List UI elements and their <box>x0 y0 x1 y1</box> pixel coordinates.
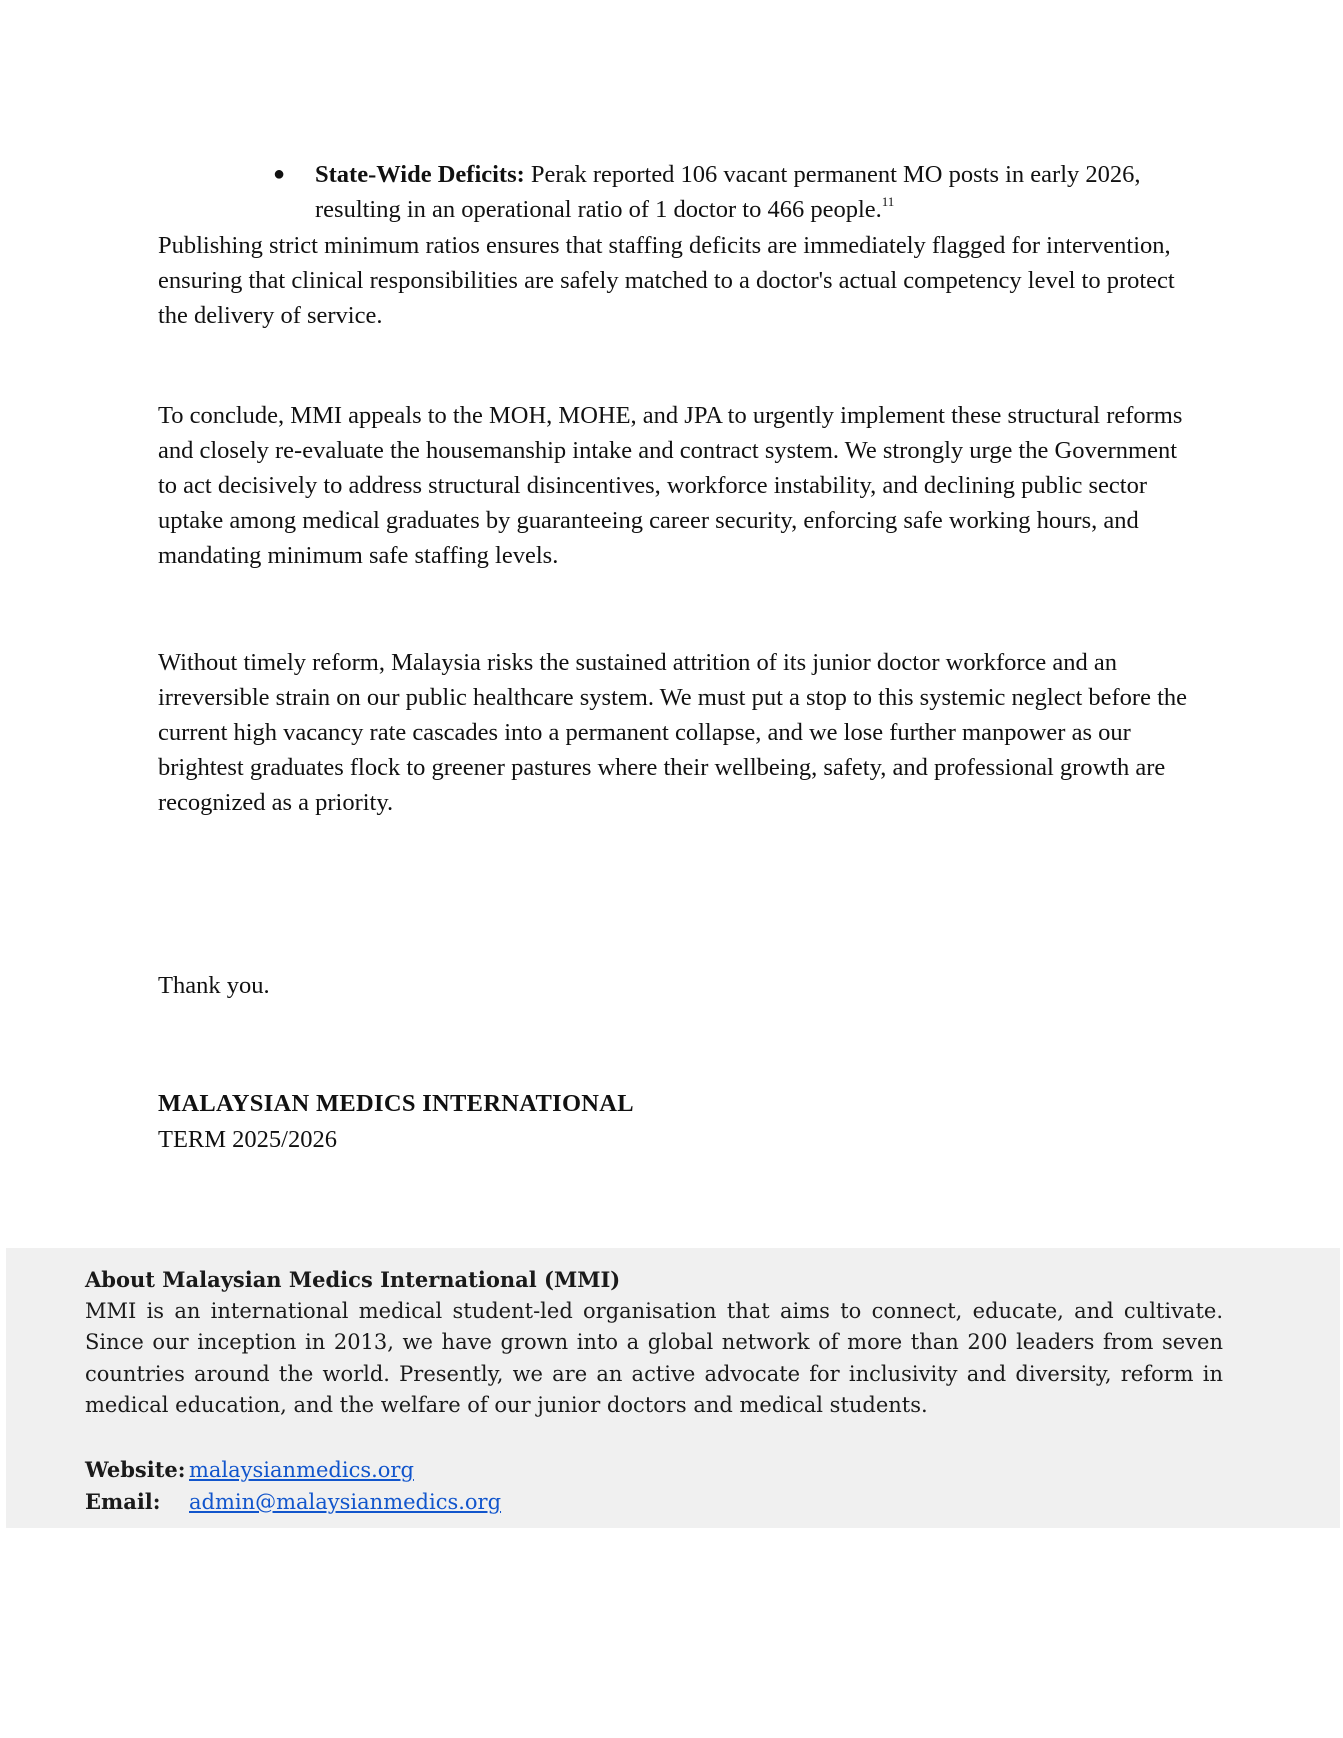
website-link[interactable]: malaysianmedics.org <box>189 1458 414 1482</box>
footnote-ref[interactable]: 11 <box>881 194 895 209</box>
email-label: Email: <box>85 1489 161 1514</box>
bullet-title: State-Wide Deficits: <box>315 161 525 188</box>
bullet-dot-icon: ● <box>273 163 286 185</box>
paragraph-without-reform: Without timely reform, Malaysia risks the sustained attrition of its junior doctor workforce and an irreversible strain on our public healthcare system. We must put a stop to this systemic neglect before the current high vacancy rate cascades into a permanent collapse, and we lose further manpower as our brightest graduates flock to greener pastures where their wellbeing, safety, and professional growth are recognized as a priority. <box>158 649 1188 816</box>
closing-thank-you: Thank you. <box>158 972 270 999</box>
paragraph-staffing-ratios: Publishing strict minimum ratios ensures that staffing deficits are immediately flagged for intervention, ensuring that clinical responsibilities are safely matched to a doctor's actual competency level to protect the delivery of service. <box>158 232 1175 329</box>
about-mmi-box <box>6 1248 1340 1528</box>
about-description: MMI is an international medical student-led organisation that aims to connect, educate, and cultivate. Since our inception in 2013, we have grown into a global network of more than 200 leaders from seven countries around the world. Presently, we are an active advocate for inclusivity and diversity, reform in medical education, and the welfare of our junior doctors and medical students. <box>85 1298 1223 1417</box>
paragraph-conclusion: To conclude, MMI appeals to the MOH, MOHE, and JPA to urgently implement these structural reforms and closely re-evaluate the housemanship intake and contract system. We strongly urge the Government to act decisively to address structural disincentives, workforce instability, and declining public sector uptake among medical graduates by guaranteeing career security, enforcing safe working hours, and mandating minimum safe staffing levels. <box>158 402 1183 569</box>
bullet-text <box>315 157 1155 227</box>
website-row <box>85 1454 414 1487</box>
bullet-item-state-wide-deficits <box>275 157 1155 227</box>
email-link[interactable]: admin@malaysianmedics.org <box>189 1490 502 1514</box>
signature-org-name: MALAYSIAN MEDICS INTERNATIONAL <box>158 1090 634 1117</box>
about-title: About Malaysian Medics International (MMI) <box>85 1267 621 1292</box>
website-label: Website: <box>85 1457 186 1482</box>
email-row <box>85 1486 501 1519</box>
bullet-body: Perak reported 106 vacant permanent MO posts in early 2026, resulting in an operational ratio of 1 doctor to 466 people. <box>315 161 1141 223</box>
signature-term: TERM 2025/2026 <box>158 1126 337 1153</box>
about-mmi-content <box>85 1264 1223 1514</box>
